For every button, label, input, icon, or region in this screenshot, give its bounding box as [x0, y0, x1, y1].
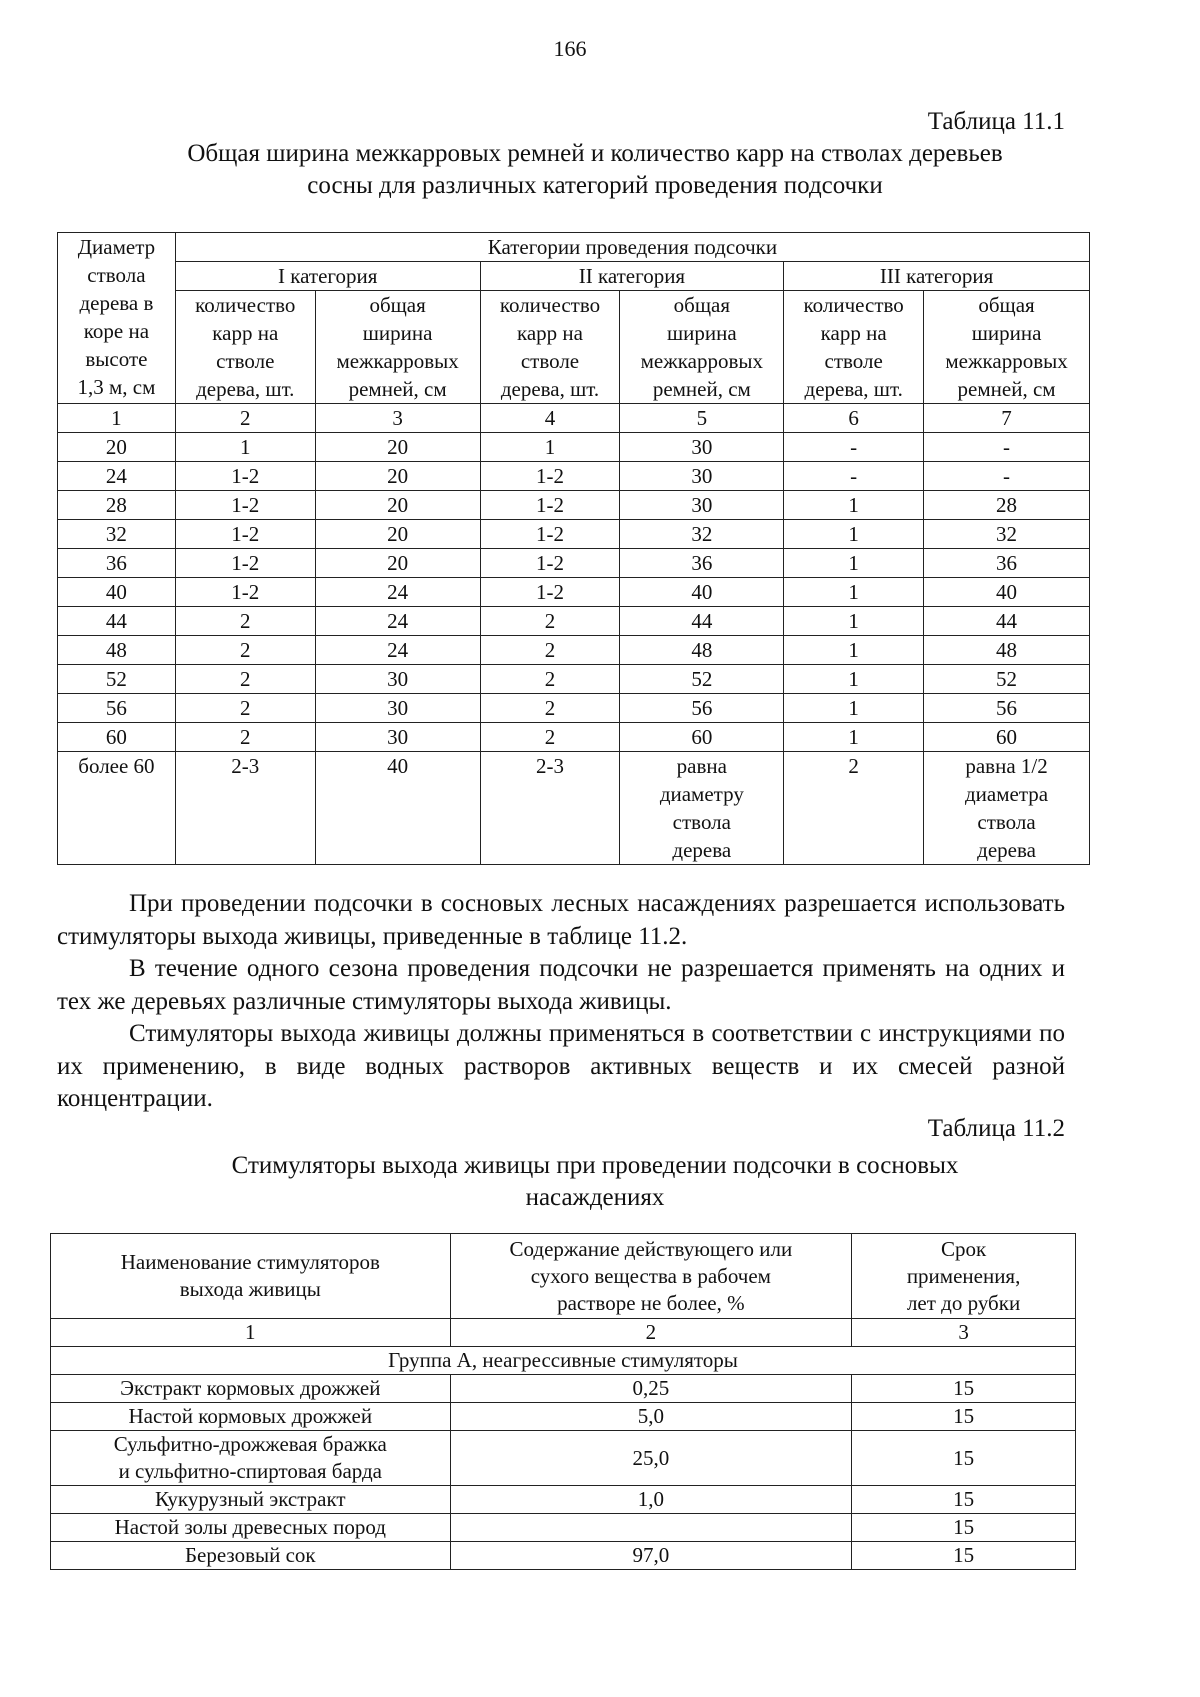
- table-cell: 1: [784, 607, 924, 636]
- table-cell: 2: [480, 636, 620, 665]
- table-cell: 24: [315, 578, 480, 607]
- stimulator-name: Настой кормовых дрожжей: [51, 1403, 451, 1431]
- table-cell: 32: [924, 520, 1090, 549]
- table-cell: 1: [784, 665, 924, 694]
- table-cell: 1-2: [480, 578, 620, 607]
- table-cell: 32: [620, 520, 784, 549]
- table-cell: 20: [315, 520, 480, 549]
- table-cell: 2: [175, 607, 315, 636]
- table1: [57, 232, 1090, 865]
- column-number: 5: [620, 404, 784, 433]
- table-row: [58, 578, 1090, 607]
- table-cell: 1-2: [480, 462, 620, 491]
- table-cell: 28: [58, 491, 176, 520]
- table-row: [58, 520, 1090, 549]
- term-value: 15: [852, 1403, 1076, 1431]
- table-cell: 60: [58, 723, 176, 752]
- table-cell: 30: [620, 433, 784, 462]
- table1-caption: Таблица 11.1: [927, 108, 1065, 135]
- table-cell: 1-2: [175, 549, 315, 578]
- paragraph: При проведении подсочки в сосновых лесных насаждениях разрешается использовать стимуляторы выхода живицы, приведенные в таблице 11.2.: [57, 890, 1065, 950]
- content-value: [450, 1514, 852, 1542]
- table-cell: -: [784, 462, 924, 491]
- stimulator-name: Экстракт кормовых дрожжей: [51, 1375, 451, 1403]
- table-row: [51, 1431, 1076, 1486]
- table2-title-line1: Стимуляторы выхода живицы при проведении подсочки в сосновых: [231, 1152, 959, 1179]
- table-cell: -: [924, 433, 1090, 462]
- table-cell: 20: [315, 433, 480, 462]
- table-cell: 40: [620, 578, 784, 607]
- table-cell: 60: [924, 723, 1090, 752]
- table-row: [58, 433, 1090, 462]
- table-cell: 56: [924, 694, 1090, 723]
- table-cell: 36: [620, 549, 784, 578]
- column-number: 6: [784, 404, 924, 433]
- table-cell: 48: [620, 636, 784, 665]
- table-cell: 56: [620, 694, 784, 723]
- table-cell: 2: [175, 665, 315, 694]
- table-row: [51, 1514, 1076, 1542]
- table-cell: 1-2: [175, 462, 315, 491]
- table-cell: 30: [620, 491, 784, 520]
- count-header: количество карр на стволе дерева, шт.: [480, 291, 620, 404]
- content-header: Содержание действующего или сухого вещества в рабочем растворе не более, %: [450, 1234, 852, 1319]
- table-cell: 2: [480, 723, 620, 752]
- table-cell: 36: [924, 549, 1090, 578]
- body-text: [57, 888, 1065, 1116]
- table-row: [58, 723, 1090, 752]
- table-cell: 1: [784, 694, 924, 723]
- table-row: [58, 607, 1090, 636]
- table-cell: равна диаметру ствола дерева: [620, 752, 784, 865]
- paragraph: Стимуляторы выхода живицы должны применяться в соответствии с инструкциями по их применению, в виде водных растворов активных веществ и их смесей разной концентрации.: [57, 1020, 1065, 1112]
- table-cell: 1-2: [175, 491, 315, 520]
- table-cell: 30: [315, 694, 480, 723]
- table-cell: 2: [480, 665, 620, 694]
- table-row: [51, 1486, 1076, 1514]
- column-number: 1: [51, 1319, 451, 1347]
- table-cell: 28: [924, 491, 1090, 520]
- table-cell: 52: [924, 665, 1090, 694]
- table-cell: 1: [784, 578, 924, 607]
- table-cell: 1: [784, 491, 924, 520]
- term-value: 15: [852, 1514, 1076, 1542]
- table-cell: 48: [924, 636, 1090, 665]
- table-cell: 24: [58, 462, 176, 491]
- term-value: 15: [852, 1431, 1076, 1486]
- column-number: 3: [852, 1319, 1076, 1347]
- stimulator-name: Березовый сок: [51, 1542, 451, 1570]
- stimulator-name: Кукурузный экстракт: [51, 1486, 451, 1514]
- width-header: общая ширина межкарровых ремней, см: [620, 291, 784, 404]
- table-cell: 44: [620, 607, 784, 636]
- categories-header: Категории проведения подсочки: [175, 233, 1089, 262]
- table-cell: 1: [784, 520, 924, 549]
- width-header: общая ширина межкарровых ремней, см: [924, 291, 1090, 404]
- table-cell: 1: [480, 433, 620, 462]
- column-numbers-row: [58, 404, 1090, 433]
- table-cell: 48: [58, 636, 176, 665]
- table-row: [51, 1403, 1076, 1431]
- table-row: [58, 636, 1090, 665]
- term-value: 15: [852, 1542, 1076, 1570]
- table-cell: 20: [315, 462, 480, 491]
- name-header: Наименование стимуляторов выхода живицы: [51, 1234, 451, 1319]
- table-cell: 2: [480, 694, 620, 723]
- content-value: 1,0: [450, 1486, 852, 1514]
- table-cell: 36: [58, 549, 176, 578]
- table-row: [58, 694, 1090, 723]
- table1-title-line1: Общая ширина межкарровых ремней и количество карр на стволах деревьев: [187, 140, 1003, 167]
- count-header: количество карр на стволе дерева, шт.: [175, 291, 315, 404]
- table-cell: 56: [58, 694, 176, 723]
- content-value: 97,0: [450, 1542, 852, 1570]
- table-cell: 40: [315, 752, 480, 865]
- table-cell: 20: [315, 549, 480, 578]
- category-2-header: II категория: [480, 262, 784, 291]
- paragraph: В течение одного сезона проведения подсочки не разрешается применять на одних и тех же деревьях различные стимуляторы выхода живицы.: [57, 955, 1065, 1015]
- table1-title-line2: сосны для различных категорий проведения подсочки: [307, 172, 883, 199]
- column-number: 2: [175, 404, 315, 433]
- table-cell: равна 1/2 диаметра ствола дерева: [924, 752, 1090, 865]
- table2-title-line2: насаждениях: [525, 1184, 665, 1211]
- table-row: [58, 462, 1090, 491]
- table-cell: 1: [784, 549, 924, 578]
- column-number: 3: [315, 404, 480, 433]
- table-cell: 44: [58, 607, 176, 636]
- table-cell: 2-3: [480, 752, 620, 865]
- table-cell: 1: [175, 433, 315, 462]
- column-number: 1: [58, 404, 176, 433]
- table-cell: 1-2: [175, 578, 315, 607]
- page-number: 166: [553, 36, 587, 61]
- column-numbers-row: [51, 1319, 1076, 1347]
- table-cell: 1-2: [175, 520, 315, 549]
- table-cell: 20: [315, 491, 480, 520]
- table-cell: 20: [58, 433, 176, 462]
- content-value: 0,25: [450, 1375, 852, 1403]
- table2: [50, 1233, 1076, 1570]
- table-cell: 52: [620, 665, 784, 694]
- table-row: [58, 549, 1090, 578]
- table-cell: 2: [480, 607, 620, 636]
- table-row: [51, 1375, 1076, 1403]
- table-cell: 1: [784, 723, 924, 752]
- table-cell: -: [924, 462, 1090, 491]
- table-cell: более 60: [58, 752, 176, 865]
- table-cell: 1-2: [480, 491, 620, 520]
- stimulator-name: Настой золы древесных пород: [51, 1514, 451, 1542]
- stimulator-name: Сульфитно-дрожжевая бражка и сульфитно-спиртовая барда: [51, 1431, 451, 1486]
- table-cell: 2: [784, 752, 924, 865]
- table-cell: -: [784, 433, 924, 462]
- width-header: общая ширина межкарровых ремней, см: [315, 291, 480, 404]
- table-cell: 24: [315, 636, 480, 665]
- table-cell: 24: [315, 607, 480, 636]
- table-cell: 40: [924, 578, 1090, 607]
- table2-title: [120, 1150, 1070, 1214]
- table-cell: 1: [784, 636, 924, 665]
- table-cell: 30: [315, 723, 480, 752]
- content-value: 5,0: [450, 1403, 852, 1431]
- table-row: [58, 491, 1090, 520]
- term-value: 15: [852, 1486, 1076, 1514]
- table-row: [58, 665, 1090, 694]
- count-header: количество карр на стволе дерева, шт.: [784, 291, 924, 404]
- table-cell: 44: [924, 607, 1090, 636]
- table-row: [58, 752, 1090, 865]
- column-number: 4: [480, 404, 620, 433]
- table-cell: 2: [175, 636, 315, 665]
- term-value: 15: [852, 1375, 1076, 1403]
- table-cell: 32: [58, 520, 176, 549]
- table2-caption: Таблица 11.2: [927, 1115, 1065, 1142]
- table-cell: 2: [175, 723, 315, 752]
- table-cell: 30: [620, 462, 784, 491]
- table-cell: 1-2: [480, 520, 620, 549]
- table2-header-row: [51, 1234, 1076, 1319]
- diameter-header: Диаметр ствола дерева в коре на высоте 1,3 м, см: [58, 233, 176, 404]
- category-3-header: III категория: [784, 262, 1090, 291]
- table1-title: [120, 138, 1070, 202]
- table-cell: 30: [315, 665, 480, 694]
- table-cell: 40: [58, 578, 176, 607]
- table-cell: 2: [175, 694, 315, 723]
- term-header: Срок применения, лет до рубки: [852, 1234, 1076, 1319]
- table-cell: 60: [620, 723, 784, 752]
- table-row: [51, 1542, 1076, 1570]
- content-value: 25,0: [450, 1431, 852, 1486]
- table-cell: 52: [58, 665, 176, 694]
- column-number: 7: [924, 404, 1090, 433]
- group-a-header: Группа А, неагрессивные стимуляторы: [51, 1347, 1076, 1375]
- category-1-header: I категория: [175, 262, 480, 291]
- table-cell: 1-2: [480, 549, 620, 578]
- table-cell: 2-3: [175, 752, 315, 865]
- column-number: 2: [450, 1319, 852, 1347]
